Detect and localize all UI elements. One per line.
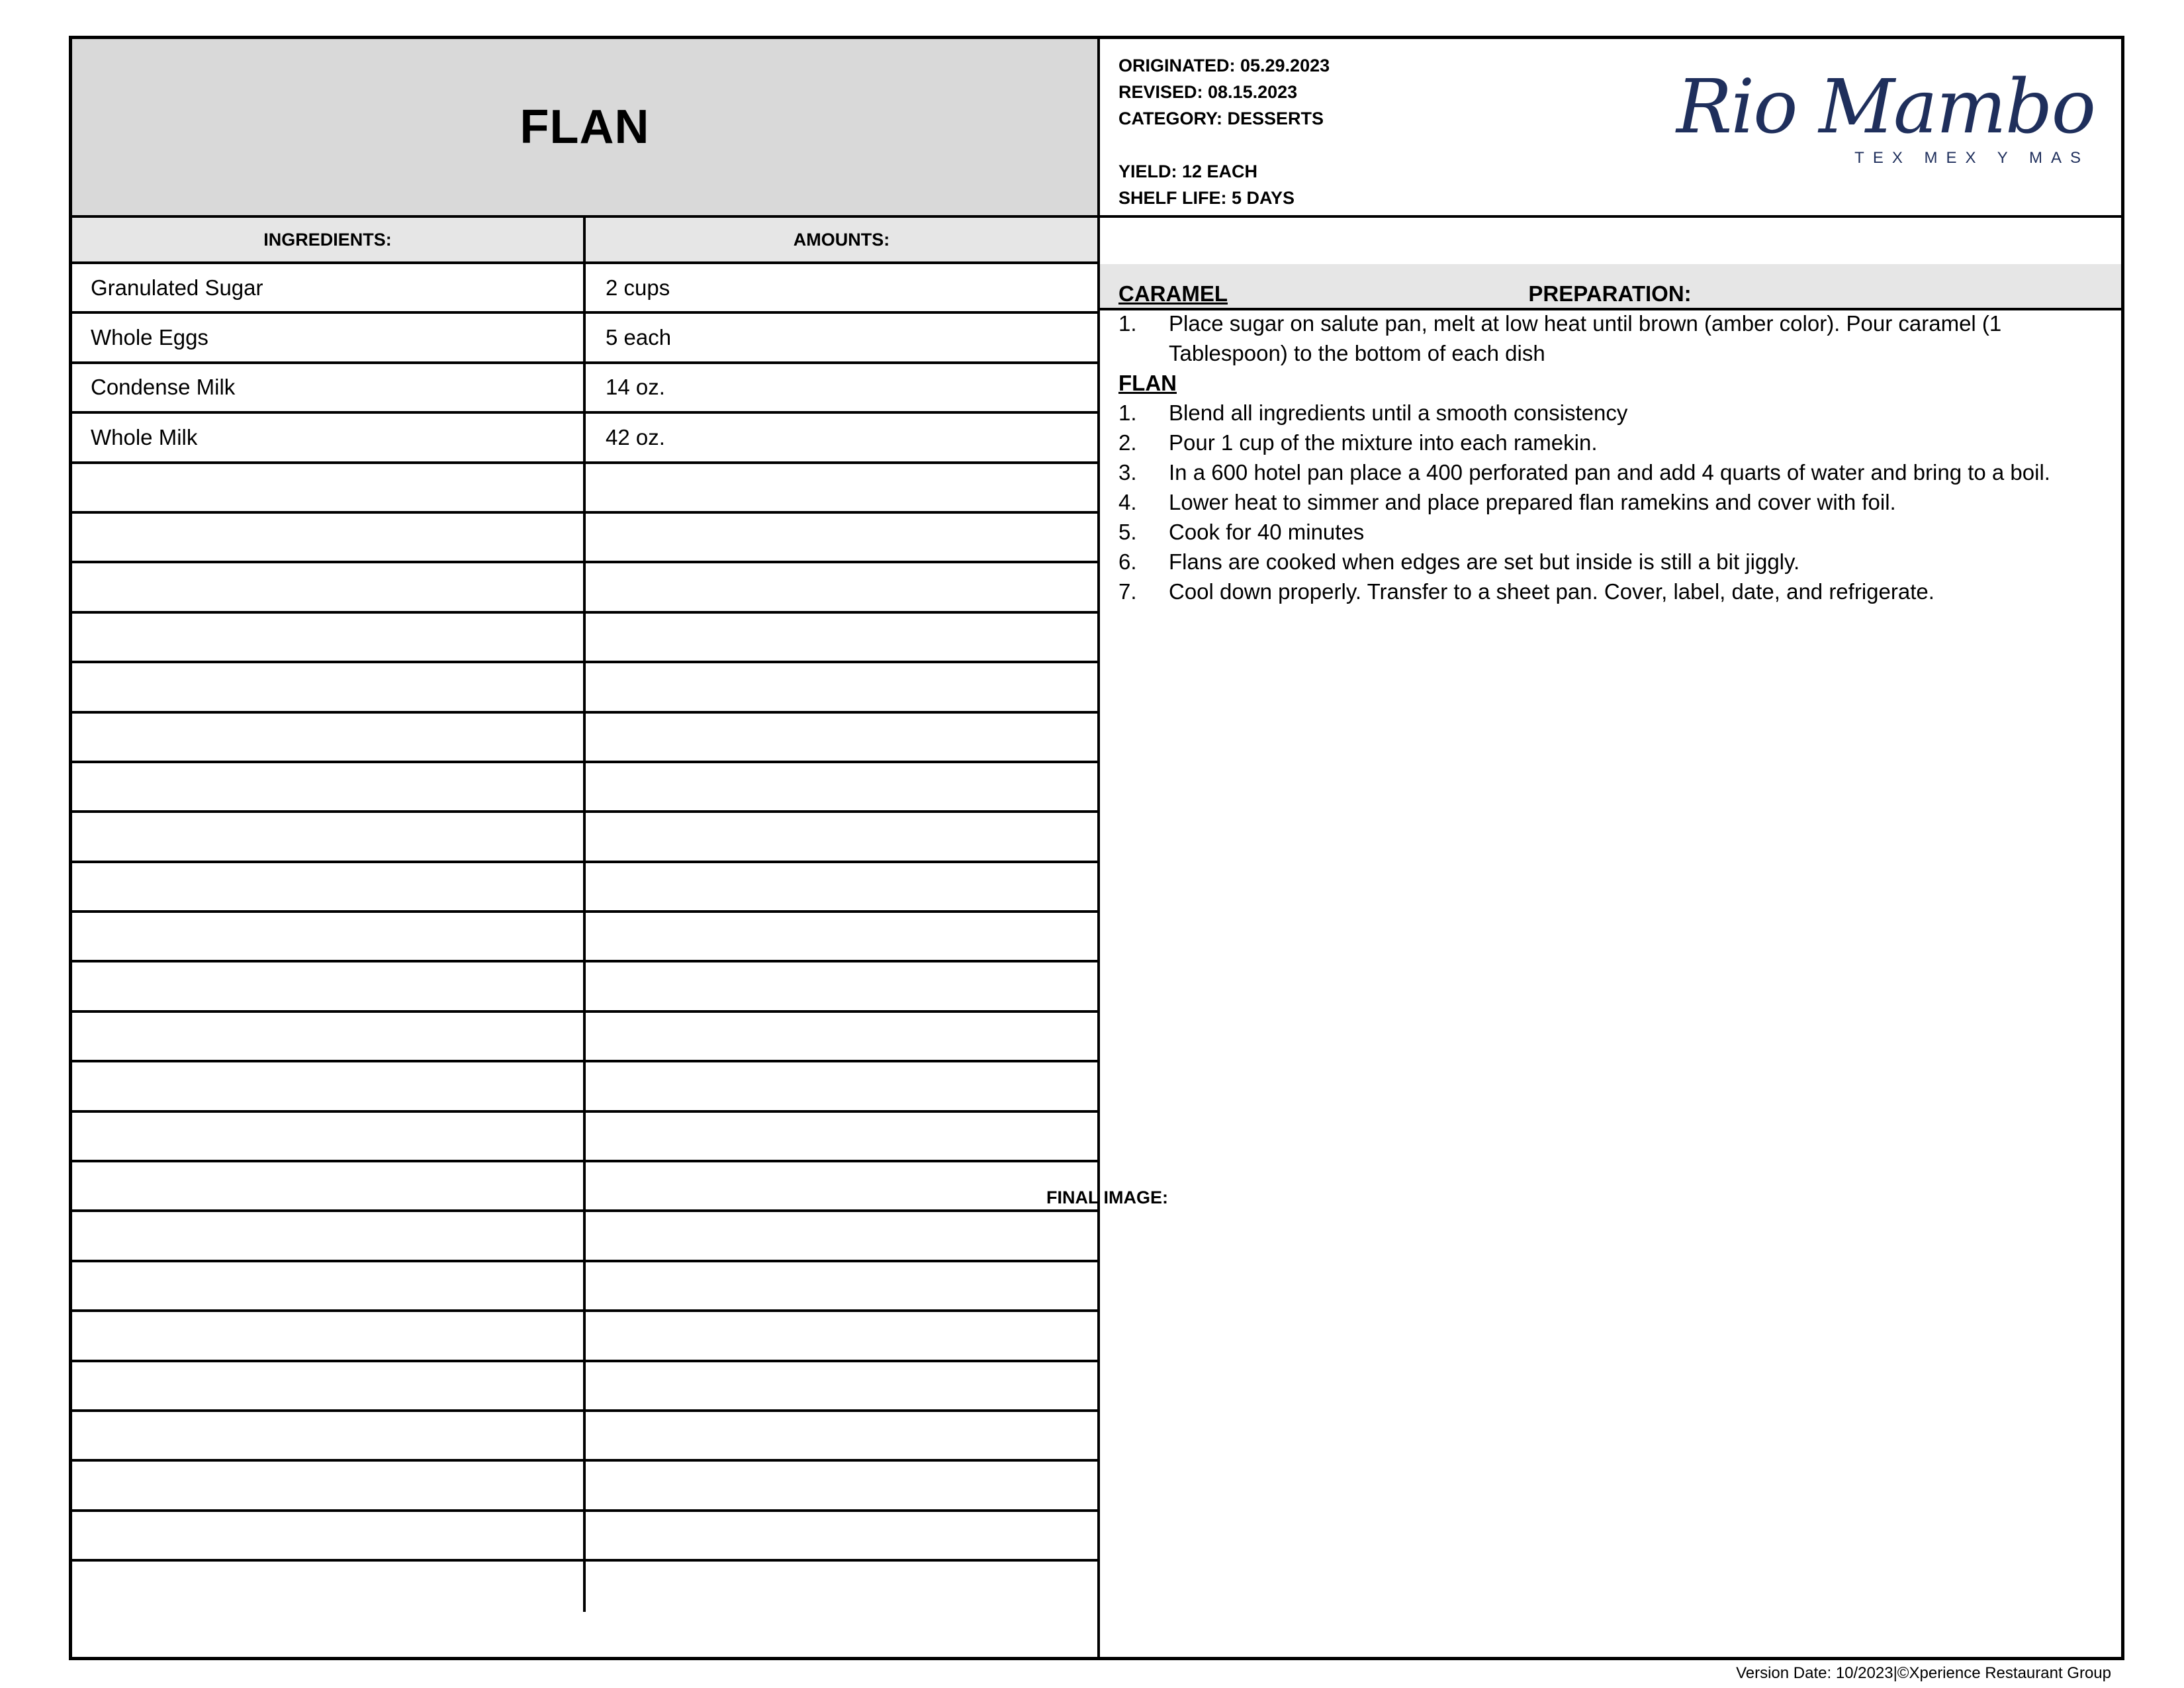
ingredient-name bbox=[72, 962, 586, 1009]
ingredient-name bbox=[72, 563, 586, 610]
ingredient-name bbox=[72, 863, 586, 910]
step-text: Place sugar on salute pan, melt at low heat until brown (amber color). Pour caramel (1 Tablespoon) to the bottom of each dish bbox=[1169, 311, 2002, 365]
ingredient-name: Granulated Sugar bbox=[72, 264, 586, 311]
table-row bbox=[72, 1562, 1097, 1611]
table-row bbox=[72, 1113, 1097, 1162]
version-footer: Version Date: 10/2023|©Xperience Restaurant Group bbox=[1736, 1664, 2111, 1682]
step-number: 1. bbox=[1118, 400, 1137, 425]
table-row bbox=[72, 714, 1097, 763]
table-row bbox=[72, 1312, 1097, 1362]
ingredient-name bbox=[72, 1262, 586, 1309]
ingredient-amount bbox=[586, 1212, 1097, 1259]
ingredient-amount bbox=[586, 1312, 1097, 1359]
ingredient-name bbox=[72, 1462, 586, 1509]
recipe-card bbox=[69, 36, 2124, 1660]
ingredient-amount bbox=[586, 714, 1097, 761]
prep-step bbox=[1118, 517, 2101, 547]
ingredient-name bbox=[72, 614, 586, 661]
ingredient-amount: 14 oz. bbox=[606, 375, 665, 400]
step-text: Pour 1 cup of the mixture into each ramekin. bbox=[1169, 430, 1598, 455]
ingredient-amount bbox=[586, 1462, 1097, 1509]
ingredient-name bbox=[72, 714, 586, 761]
table-row bbox=[72, 1512, 1097, 1562]
step-number: 7. bbox=[1118, 579, 1137, 604]
ingredient-amount bbox=[586, 1362, 1097, 1409]
ingredient-amount bbox=[586, 1512, 1097, 1559]
ingredient-amount: 5 each bbox=[606, 325, 672, 350]
table-row bbox=[72, 1262, 1097, 1312]
table-row bbox=[72, 264, 1097, 314]
table-row bbox=[72, 464, 1097, 514]
logo-tagline: TEX MEX Y MAS bbox=[1854, 149, 2089, 167]
step-number: 1. bbox=[1118, 311, 1137, 336]
prep-section-title: FLAN bbox=[1118, 371, 1177, 395]
table-row bbox=[72, 1162, 1097, 1212]
table-row bbox=[72, 1362, 1097, 1412]
ingredient-amount bbox=[586, 1013, 1097, 1060]
step-number: 4. bbox=[1118, 490, 1137, 514]
logo-name: Rio Mambo bbox=[1676, 64, 2095, 150]
ingredient-amount bbox=[586, 763, 1097, 810]
step-number: 3. bbox=[1118, 460, 1137, 485]
prep-step bbox=[1118, 487, 2101, 517]
ingredient-amount bbox=[586, 663, 1097, 710]
preparation-header: PREPARATION: bbox=[1100, 264, 2121, 310]
ingredient-name bbox=[72, 1013, 586, 1060]
ingredient-name bbox=[72, 913, 586, 960]
info-cell bbox=[1100, 39, 2121, 218]
shelf-life: SHELF LIFE: 5 DAYS bbox=[1118, 188, 1295, 208]
ingredients-table bbox=[72, 264, 1100, 1657]
table-row bbox=[72, 763, 1097, 813]
ingredient-name bbox=[72, 514, 586, 561]
table-row bbox=[72, 414, 1097, 463]
ingredient-amount bbox=[586, 514, 1097, 561]
step-text: Blend all ingredients until a smooth consistency bbox=[1169, 400, 1628, 425]
ingredient-amount bbox=[586, 913, 1097, 960]
ingredient-name bbox=[72, 1212, 586, 1259]
table-row bbox=[72, 1013, 1097, 1062]
ingredient-amount bbox=[586, 464, 1097, 511]
table-row bbox=[72, 913, 1097, 962]
title-cell bbox=[72, 39, 1100, 218]
step-text: Flans are cooked when edges are set but inside is still a bit jiggly. bbox=[1169, 549, 1800, 574]
table-row bbox=[72, 563, 1097, 613]
ingredient-amount bbox=[586, 1062, 1097, 1109]
category: CATEGORY: DESSERTS bbox=[1118, 109, 1324, 128]
preparation-panel bbox=[1100, 264, 2121, 1657]
table-row bbox=[72, 314, 1097, 363]
step-text: Cook for 40 minutes bbox=[1169, 520, 1365, 544]
ingredient-amount bbox=[586, 1412, 1097, 1459]
step-text: In a 600 hotel pan place a 400 perforated pan and add 4 quarts of water and bring to a boil. bbox=[1169, 460, 2050, 485]
prep-step bbox=[1118, 457, 2101, 487]
table-row bbox=[72, 663, 1097, 713]
ingredient-name: Condense Milk bbox=[72, 364, 586, 411]
ingredient-amount bbox=[586, 1562, 1097, 1611]
ingredient-name bbox=[72, 1562, 586, 1611]
ingredient-name bbox=[72, 763, 586, 810]
ingredient-name bbox=[72, 1512, 586, 1559]
originated-date: ORIGINATED: 05.29.2023 bbox=[1118, 56, 1330, 75]
prep-step bbox=[1118, 577, 2101, 606]
revised-date: REVISED: 08.15.2023 bbox=[1118, 82, 1298, 102]
step-number: 5. bbox=[1118, 520, 1137, 544]
step-text: Lower heat to simmer and place prepared flan ramekins and cover with foil. bbox=[1169, 490, 1896, 514]
ingredient-amount: 2 cups bbox=[606, 275, 670, 300]
table-row bbox=[72, 813, 1097, 863]
ingredient-amount bbox=[586, 962, 1097, 1009]
ingredient-amount bbox=[586, 563, 1097, 610]
step-text: Cool down properly. Transfer to a sheet pan. Cover, label, date, and refrigerate. bbox=[1169, 579, 1934, 604]
table-row bbox=[72, 1462, 1097, 1511]
ingredient-name: Whole Eggs bbox=[72, 314, 586, 361]
table-row bbox=[72, 514, 1097, 563]
ingredient-amount bbox=[586, 1262, 1097, 1309]
ingredient-amount bbox=[586, 1162, 1097, 1209]
ingredient-name bbox=[72, 464, 586, 511]
ingredient-amount bbox=[586, 813, 1097, 860]
ingredient-name: Whole Milk bbox=[72, 414, 586, 461]
table-row bbox=[72, 364, 1097, 414]
table-row bbox=[72, 962, 1097, 1012]
ingredient-name bbox=[72, 1062, 586, 1109]
ingredient-name bbox=[72, 813, 586, 860]
ingredient-name bbox=[72, 1113, 586, 1160]
ingredient-name bbox=[72, 1312, 586, 1359]
ingredient-name bbox=[72, 663, 586, 710]
ingredients-header: INGREDIENTS: bbox=[72, 218, 586, 264]
brand-logo bbox=[1676, 64, 2095, 177]
prep-step bbox=[1118, 428, 2101, 457]
prep-step bbox=[1118, 398, 2101, 428]
yield: YIELD: 12 EACH bbox=[1118, 162, 1258, 181]
amounts-header: AMOUNTS: bbox=[586, 218, 1100, 264]
ingredient-amount bbox=[586, 863, 1097, 910]
ingredient-name bbox=[72, 1362, 586, 1409]
step-number: 6. bbox=[1118, 549, 1137, 574]
table-row bbox=[72, 1062, 1097, 1112]
prep-step bbox=[1118, 547, 2101, 577]
recipe-title: FLAN bbox=[520, 101, 650, 154]
step-number: 2. bbox=[1118, 430, 1137, 455]
ingredient-amount bbox=[586, 1113, 1097, 1160]
recipe-meta bbox=[1118, 52, 1330, 211]
ingredient-name bbox=[72, 1412, 586, 1459]
table-row bbox=[72, 1412, 1097, 1462]
prep-section-title: CARAMEL bbox=[1118, 281, 1228, 306]
table-row bbox=[72, 863, 1097, 913]
table-row bbox=[72, 1212, 1097, 1262]
final-image-label: FINAL IMAGE: bbox=[1046, 1188, 1168, 1207]
ingredient-name bbox=[72, 1162, 586, 1209]
ingredient-amount bbox=[586, 614, 1097, 661]
table-row bbox=[72, 614, 1097, 663]
prep-step bbox=[1118, 308, 2101, 368]
ingredient-amount: 42 oz. bbox=[606, 424, 665, 449]
